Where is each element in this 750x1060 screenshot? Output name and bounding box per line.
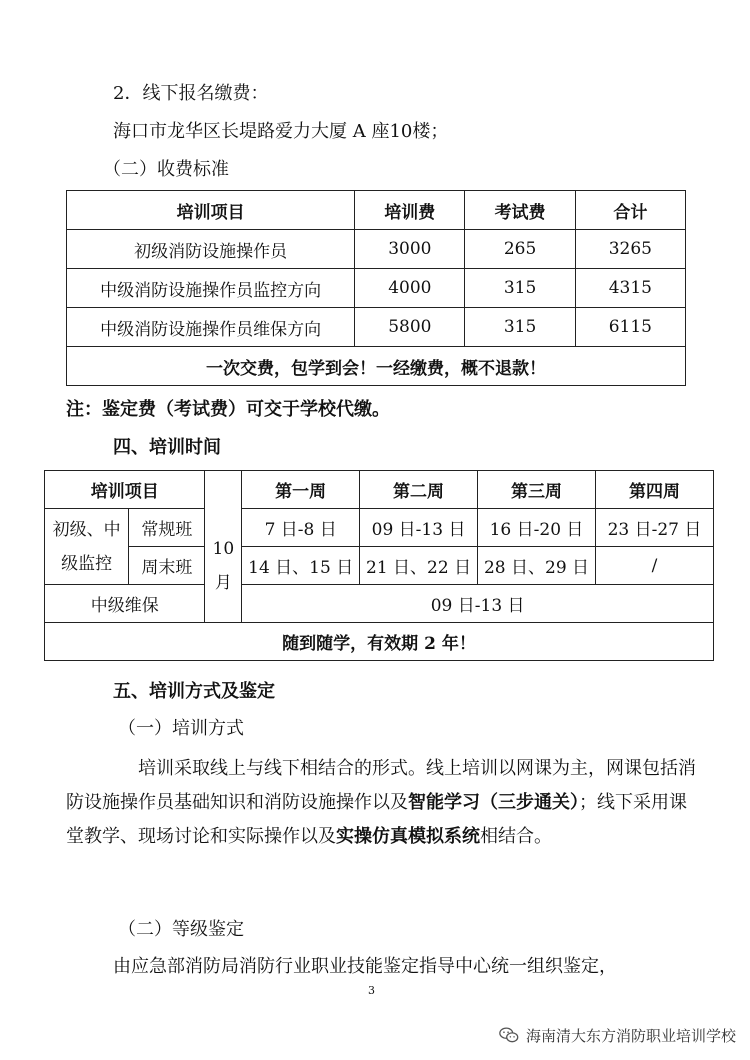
schedule-cell: / — [595, 547, 713, 585]
fee-header-item: 培训项目 — [67, 191, 355, 230]
month-label: 月 — [214, 572, 232, 593]
fee-standard-heading: （二）收费标准 — [103, 159, 229, 180]
schedule-header-item: 培训项目 — [45, 471, 205, 509]
schedule-cell: 7 日-8 日 — [242, 509, 360, 547]
month-number: 10 — [212, 538, 235, 559]
wechat-icon — [498, 1024, 520, 1046]
fee-table-footer-row — [67, 347, 686, 386]
fee-cell: 265 — [465, 230, 575, 269]
fee-cell: 中级消防设施操作员维保方向 — [67, 308, 355, 347]
para-text: 培训采取线上与线下相结合的形式。线上培训以网课为主，网课包括消防设施操作员基础知识和消防设施操作以及 — [66, 758, 696, 813]
table-row — [45, 585, 714, 623]
schedule-header-row — [45, 471, 714, 509]
para-bold-text: 智能学习（三步通关） — [408, 792, 579, 813]
page-number: 3 — [368, 984, 375, 997]
para-text: 相结合。 — [480, 826, 552, 847]
table-row — [45, 509, 714, 547]
month-cell — [205, 471, 242, 623]
schedule-cell: 14 日、15 日 — [242, 547, 360, 585]
schedule-cell: 09 日-13 日 — [242, 585, 714, 623]
online-registration-heading: 2．线下报名缴费： — [113, 83, 269, 104]
week-2-header: 第二周 — [360, 471, 478, 509]
fee-cell: 4315 — [575, 269, 685, 308]
training-method-paragraph — [66, 752, 696, 854]
group-label-line1: 初级、中 — [52, 519, 121, 540]
watermark-text: 海南清大东方消防职业培训学校 — [525, 1026, 736, 1045]
table-row — [45, 547, 714, 585]
week-3-header: 第三周 — [478, 471, 596, 509]
training-method-heading: （一）培训方式 — [118, 718, 244, 739]
fee-cell: 3000 — [355, 230, 465, 269]
schedule-cell: 21 日、22 日 — [360, 547, 478, 585]
schedule-footer: 随到随学，有效期 2 年！ — [45, 623, 714, 661]
table-row — [67, 269, 686, 308]
table-row — [67, 308, 686, 347]
fee-header-training: 培训费 — [355, 191, 465, 230]
week-4-header: 第四周 — [595, 471, 713, 509]
fee-header-total: 合计 — [575, 191, 685, 230]
para-bold-text: 实操仿真模拟系统 — [336, 826, 480, 847]
para-text: ；线下采用课堂教学、现场讨论和实际操作以及 — [66, 792, 687, 847]
fee-note: 注：鉴定费（考试费）可交于学校代缴。 — [66, 399, 390, 420]
schedule-footer-row — [45, 623, 714, 661]
schedule-table — [44, 470, 714, 661]
table-row — [67, 230, 686, 269]
fee-cell: 315 — [465, 269, 575, 308]
fee-table-header — [67, 191, 686, 230]
section-5-title: 五、培训方式及鉴定 — [113, 681, 275, 702]
schedule-cell: 16 日-20 日 — [478, 509, 596, 547]
schedule-cell: 23 日-27 日 — [595, 509, 713, 547]
fee-cell: 5800 — [355, 308, 465, 347]
fee-cell: 3265 — [575, 230, 685, 269]
weekend-class-label: 周末班 — [129, 547, 205, 585]
fee-cell: 4000 — [355, 269, 465, 308]
maint-class-label: 中级维保 — [45, 585, 205, 623]
fee-cell: 中级消防设施操作员监控方向 — [67, 269, 355, 308]
grade-assessment-heading: （二）等级鉴定 — [118, 919, 244, 940]
assessment-paragraph: 由应急部消防局消防行业职业技能鉴定指导中心统一组织鉴定， — [113, 956, 617, 977]
group-label-cell — [45, 509, 129, 585]
fee-cell: 6115 — [575, 308, 685, 347]
group-label-line2: 级监控 — [61, 553, 113, 574]
week-1-header: 第一周 — [242, 471, 360, 509]
section-4-title: 四、培训时间 — [113, 437, 221, 458]
schedule-cell: 28 日、29 日 — [478, 547, 596, 585]
address-line: 海口市龙华区长堤路爱力大厦 A 座10楼； — [113, 121, 449, 142]
watermark — [498, 1024, 736, 1046]
fee-header-exam: 考试费 — [465, 191, 575, 230]
fee-cell: 315 — [465, 308, 575, 347]
schedule-cell: 09 日-13 日 — [360, 509, 478, 547]
fee-cell: 初级消防设施操作员 — [67, 230, 355, 269]
fee-footer: 一次交费，包学到会！一经缴费，概不退款！ — [67, 347, 686, 386]
regular-class-label: 常规班 — [129, 509, 205, 547]
fee-table — [66, 190, 686, 386]
